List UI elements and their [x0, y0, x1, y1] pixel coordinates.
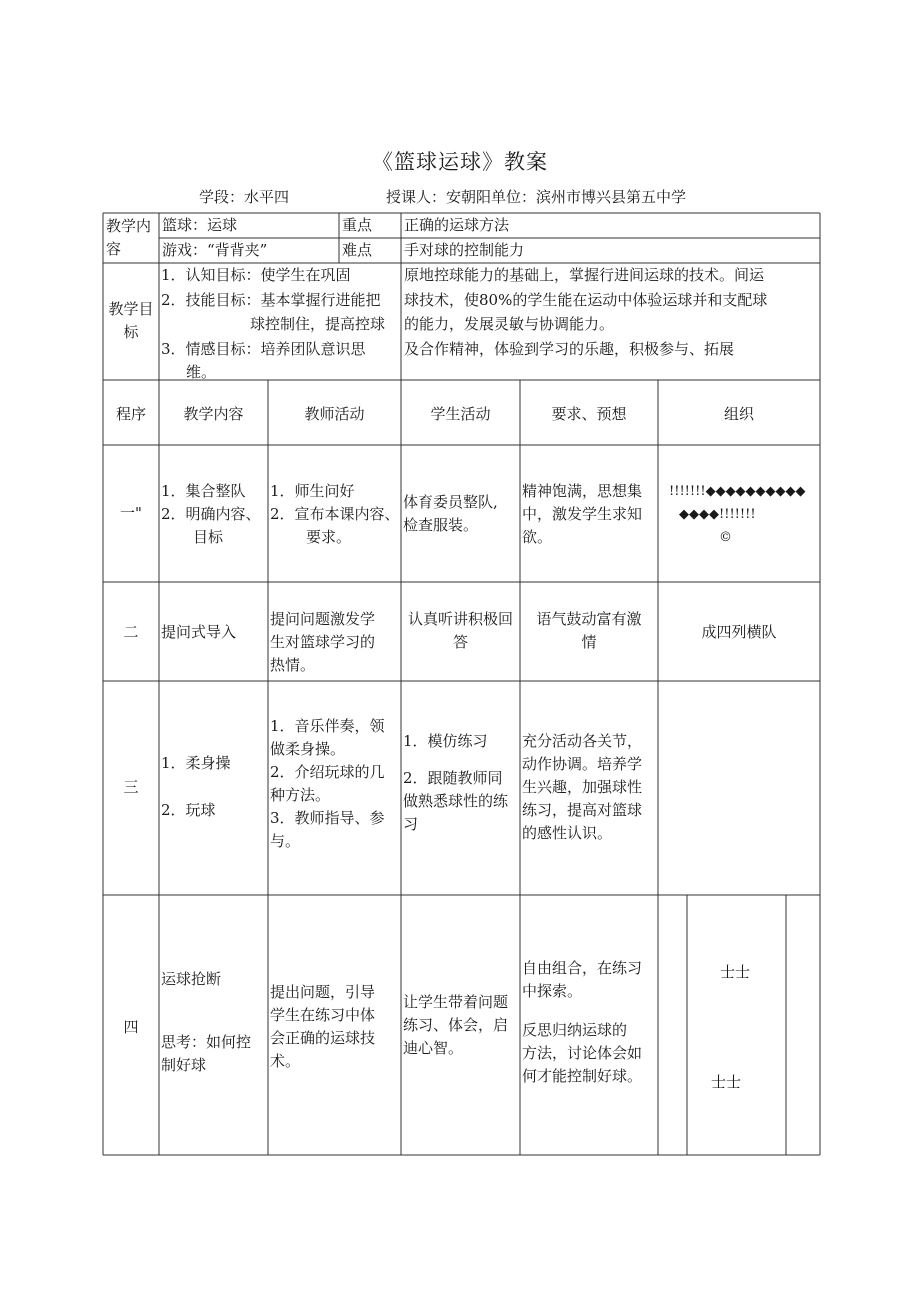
text-line: 认真听讲积极回	[407, 610, 513, 628]
text-line: 习	[403, 815, 419, 833]
key-point-label: 重点	[342, 216, 373, 234]
row-requirement	[522, 480, 642, 549]
label-line: 教学内	[106, 217, 152, 235]
text-line: 精神饱满，思想集	[522, 482, 643, 500]
row-requirement	[522, 957, 642, 1088]
objective-right-line: 原地控球能力的基础上，掌握行进间运球的技术。间运	[404, 266, 765, 284]
text-line: 做柔身操。	[270, 740, 346, 758]
row-step: 四	[123, 1018, 139, 1036]
content-basketball: 篮球：运球	[162, 216, 238, 234]
text-line: 做熟悉球性的练	[403, 792, 509, 810]
row-teacher	[270, 715, 385, 853]
text-line: 会正确的运球技	[270, 1029, 376, 1047]
text-line: 学生在练习中体	[270, 1006, 376, 1024]
formation-mark: ©	[719, 530, 732, 545]
text-line: 动作协调。培养学	[522, 755, 643, 773]
objective-right-line: 球技术，使80%的学生能在运动中体验运球并和支配球	[404, 291, 768, 309]
row-content: 提问式导入	[161, 623, 237, 641]
text-line: 方法，讨论体会如	[522, 1044, 643, 1062]
formation-symbol: 士士	[720, 963, 751, 981]
text-line: 运球抢断	[161, 970, 222, 988]
row-organization: 成四列横队	[701, 623, 777, 641]
row-teacher	[270, 480, 400, 549]
text-line: 2．介绍玩球的几	[270, 763, 385, 781]
text-line: 1．模仿练习	[403, 732, 488, 750]
text-line: 语气鼓动富有激	[536, 610, 642, 628]
row-content	[161, 480, 261, 549]
meta-stage: 学段：水平四	[199, 188, 290, 206]
difficulty-label: 难点	[342, 241, 373, 259]
text-line: 欲。	[522, 528, 553, 546]
formation-line: !!!!!!!◆◆◆◆◆◆◆◆◆◆	[669, 484, 806, 499]
text-line: 答	[452, 633, 468, 651]
meta-teacher: 授课人：安朝阳单位：滨州市博兴县第五中学	[386, 188, 687, 206]
row-requirement	[520, 608, 658, 654]
text-line: 中，激发学生求知	[522, 505, 643, 523]
difficulty-value: 手对球的控制能力	[404, 241, 525, 259]
label-objectives	[103, 298, 159, 344]
text-line: 练习、体会，启	[403, 1016, 509, 1034]
content-game: 游戏：“背背夹”	[162, 241, 268, 259]
text-line: 制好球	[161, 1056, 207, 1074]
text-line: 情	[581, 633, 597, 651]
row-content	[161, 968, 251, 1077]
text-line: 反思归纳运球的	[522, 1021, 628, 1039]
row-step: 三	[123, 778, 139, 796]
label-line: 容	[106, 240, 122, 258]
text-line: 的感性认识。	[522, 824, 613, 842]
formation-symbol: 士士	[711, 1073, 742, 1091]
text-line: 2．宣布本课内容、	[270, 505, 400, 523]
text-line: 1．音乐伴奏，领	[270, 717, 385, 735]
text-line: 检查服装。	[403, 516, 479, 534]
key-point-value: 正确的运球方法	[404, 216, 510, 234]
text-line: 3．教师指导、参	[270, 809, 385, 827]
text-line: 生对篮球学习的	[270, 633, 376, 651]
text-line: 让学生带着问题	[403, 993, 509, 1011]
text-line: 种方法。	[270, 786, 331, 804]
objective-line: 3．情感目标：培养团队意识思	[161, 340, 366, 358]
col-header-teacher: 教师活动	[304, 405, 365, 423]
label-teaching-content	[106, 215, 151, 261]
text-line: 1．集合整队	[161, 482, 246, 500]
objective-line: 球控制住，提高控球	[250, 315, 386, 333]
text-line: 中探索。	[522, 982, 583, 1000]
text-line: 自由组合，在练习	[522, 959, 643, 977]
text-line: 提问问题激发学	[270, 610, 376, 628]
text-line: 与。	[270, 832, 301, 850]
row-step: 二	[123, 623, 139, 641]
objective-right-line: 及合作精神，体验到学习的乐趣，积极参与、拓展	[404, 340, 735, 358]
text-line: 2．跟随教师同	[403, 769, 503, 787]
text-line: 2．玩球	[161, 801, 216, 819]
label-line: 标	[123, 323, 139, 341]
objective-right-line: 的能力，发展灵敏与协调能力。	[404, 315, 615, 333]
col-header-student: 学生活动	[430, 405, 491, 423]
text-line: 迪心智。	[403, 1039, 464, 1057]
col-header-content: 教学内容	[183, 405, 244, 423]
objective-line: 1．认知目标：使学生在巩固	[161, 266, 351, 284]
row-requirement	[522, 730, 642, 845]
col-header-organization: 组织	[723, 405, 754, 423]
label-line: 教学目	[108, 300, 154, 318]
objective-line: 2．技能目标：基本掌握行进能把	[161, 291, 381, 309]
row-teacher	[270, 608, 375, 677]
text-line: 要求。	[306, 528, 352, 546]
row-content	[161, 752, 231, 822]
objective-line: 维。	[186, 363, 217, 381]
text-line: 1．柔身操	[161, 754, 231, 772]
text-line: 目标	[193, 528, 224, 546]
formation-line: ◆◆◆◆!!!!!!!	[679, 507, 756, 522]
row-student	[403, 730, 508, 836]
text-line: 2．明确内容、	[161, 505, 261, 523]
text-line: 练习，提高对篮球	[522, 801, 643, 819]
row-student	[403, 991, 508, 1060]
text-line: 思考：如何控	[161, 1033, 252, 1051]
text-line: 生兴趣，加强球性	[522, 778, 643, 796]
text-line: 充分活动各关节，	[522, 732, 643, 750]
row-organization	[669, 480, 806, 549]
text-line: 术。	[270, 1052, 301, 1070]
text-line: 提出问题，引导	[270, 983, 376, 1001]
text-line: 1．师生问好	[270, 482, 355, 500]
row-teacher	[270, 981, 375, 1073]
text-line: 何才能控制好球。	[522, 1067, 643, 1085]
row-student	[403, 491, 498, 537]
document-title: 《篮球运球》教案	[372, 150, 548, 174]
row-step: 一"	[120, 504, 142, 522]
col-header-requirement: 要求、预想	[551, 405, 627, 423]
row-student	[401, 608, 520, 654]
text-line: 体育委员整队,	[403, 493, 498, 511]
col-header-step: 程序	[115, 405, 146, 423]
text-line: 热情。	[270, 656, 316, 674]
